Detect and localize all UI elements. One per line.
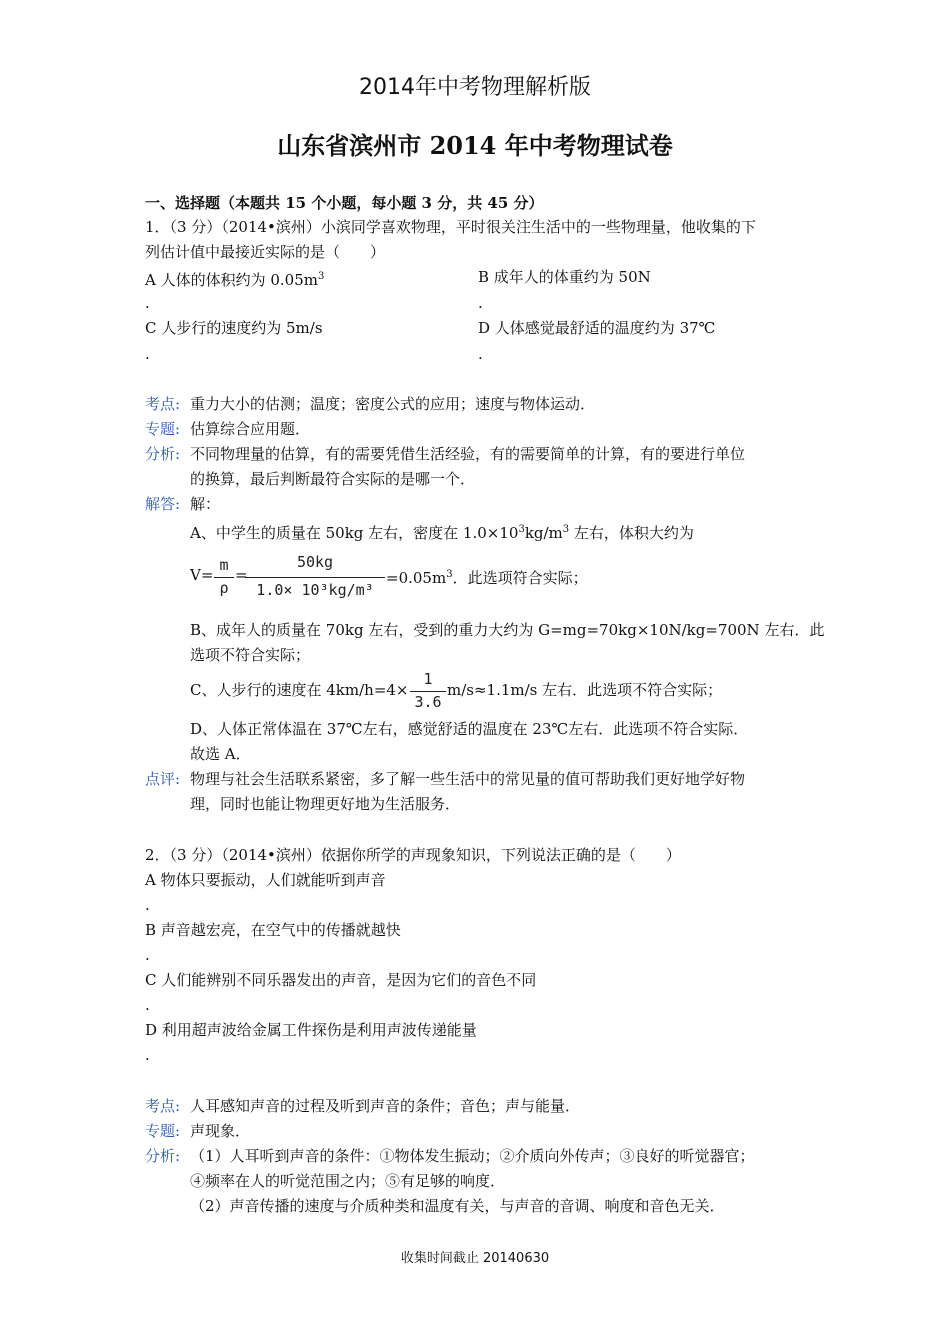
q2-fenxi-line1: （1）人耳听到声音的条件：①物体发生振动；②介质向外传声；③良好的听觉器官； [190, 1147, 755, 1165]
page-header: 2014年中考物理解析版 [359, 75, 591, 100]
q1-frac1-bar [214, 577, 234, 578]
q1-volume-result: $=0.05m^3$．此选项符合实际； [386, 569, 588, 587]
q1-answer: 故选 A． [190, 745, 251, 763]
q1-kaodian-label: 考点: [145, 395, 181, 413]
q1-frac3-denominator: 3.6 [414, 693, 442, 711]
q1-solution-c-post: m/s≈1.1m/s 左右．此选项不符合实际； [447, 681, 723, 699]
q1-jie: 解： [190, 495, 221, 513]
page-footer: 收集时间截止 20140630 [400, 1251, 550, 1266]
q1-option-a-dot: . [145, 294, 150, 312]
q1-dianping-label: 点评: [145, 770, 181, 788]
q1-dianping-line2: 理，同时也能让物理更好地为生活服务． [190, 795, 461, 813]
q2-stem: 2．（3 分）（2014•滨州）依据你所学的声现象知识，下列说法正确的是（ ） [145, 846, 681, 864]
q1-option-d-dot: . [478, 345, 483, 363]
q1-frac3-numerator: 1 [423, 670, 433, 688]
q2-zhuanti-label: 专题: [145, 1122, 181, 1140]
q1-frac2-denominator: 1.0× 10³kg/m³ [256, 581, 374, 599]
q1-equals: = [235, 566, 248, 584]
q1-fenxi-label: 分析: [145, 445, 181, 463]
q2-option-d-dot: . [145, 1046, 150, 1064]
q1-option-a: A 人体的体积约为 $0.05m^3$ [145, 271, 325, 289]
q1-zhuanti-text: 估算综合应用题． [190, 420, 311, 438]
q2-kaodian-label: 考点: [145, 1097, 181, 1115]
q2-option-c-dot: . [145, 996, 150, 1014]
exam-title: 山东省滨州市 2014 年中考物理试卷 [277, 131, 673, 160]
q2-fenxi-line3: （2）声音传播的速度与介质种类和温度有关，与声音的音调、响度和音色无关． [190, 1197, 725, 1215]
q1-dianping-line1: 物理与社会生活联系紧密，多了解一些生活中的常见量的值可帮助我们更好地学好物 [190, 770, 746, 788]
q1-option-c: C 人步行的速度约为 5m/s [145, 319, 323, 337]
q1-option-c-dot: . [145, 345, 150, 363]
q2-fenxi-line2: ④频率在人的听觉范围之内；⑤有足够的响度． [190, 1172, 506, 1190]
q1-stem-line1: 1．（3 分）（2014•滨州）小滨同学喜欢物理，平时很关注生活中的一些物理量，他收集的下 [145, 218, 756, 236]
q2-fenxi-label: 分析: [145, 1147, 181, 1165]
q1-jieda-label: 解答: [145, 495, 181, 513]
q1-frac2-bar [245, 577, 385, 578]
q1-fenxi-line1: 不同物理量的估算，有的需要凭借生活经验，有的需要简单的计算，有的要进行单位 [190, 445, 746, 463]
q2-kaodian-text: 人耳感知声音的过程及听到声音的条件；音色；声与能量． [190, 1097, 581, 1115]
q2-option-a-dot: . [145, 896, 150, 914]
q1-stem-line2: 列估计值中最接近实际的是（ ） [145, 243, 386, 261]
q2-option-a: A 物体只要振动，人们就能听到声音 [145, 871, 386, 889]
q1-solution-d: D、人体正常体温在 37℃左右，感觉舒适的温度在 23℃左右．此选项不符合实际． [190, 720, 749, 738]
q1-frac3-bar [410, 691, 446, 692]
q2-option-b-dot: . [145, 946, 150, 964]
q1-fenxi-line2: 的换算，最后判断最符合实际的是哪一个． [190, 470, 476, 488]
q1-zhuanti-label: 专题: [145, 420, 181, 438]
q1-solution-a: A、中学生的质量在 50kg 左右，密度在 $1.0\times 10^3kg/m^3$ 左右，体积大约为 [190, 524, 694, 542]
q2-option-c: C 人们能辨别不同乐器发出的声音，是因为它们的音色不同 [145, 971, 537, 989]
q1-solution-b-line2: 选项不符合实际； [190, 646, 311, 664]
q2-zhuanti-text: 声现象． [190, 1122, 251, 1140]
q2-option-d: D 利用超声波给金属工件探伤是利用声波传递能量 [145, 1021, 477, 1039]
q1-volume-lhs: V= [190, 566, 214, 584]
q1-kaodian-text: 重力大小的估测；温度；密度公式的应用；速度与物体运动． [190, 395, 596, 413]
q1-frac2-numerator: 50kg [296, 553, 334, 571]
q1-option-d: D 人体感觉最舒适的温度约为 37℃ [478, 319, 716, 337]
q1-frac1-numerator: m [219, 556, 229, 574]
q1-solution-b-line1: B、成年人的质量在 70kg 左右，受到的重力大约为 G=mg=70kg×10N/kg=700N 左右．此 [190, 621, 825, 639]
q1-option-b: B 成年人的体重约为 50N [478, 268, 651, 286]
q1-option-b-dot: . [478, 294, 483, 312]
section-heading: 一、选择题（本题共 15 个小题，每小题 3 分，共 45 分） [145, 194, 544, 212]
q1-solution-c-pre: C、人步行的速度在 4km/h=4× [190, 681, 409, 699]
q1-frac1-denominator: ρ [219, 579, 229, 597]
q2-option-b: B 声音越宏亮，在空气中的传播就越快 [145, 921, 401, 939]
